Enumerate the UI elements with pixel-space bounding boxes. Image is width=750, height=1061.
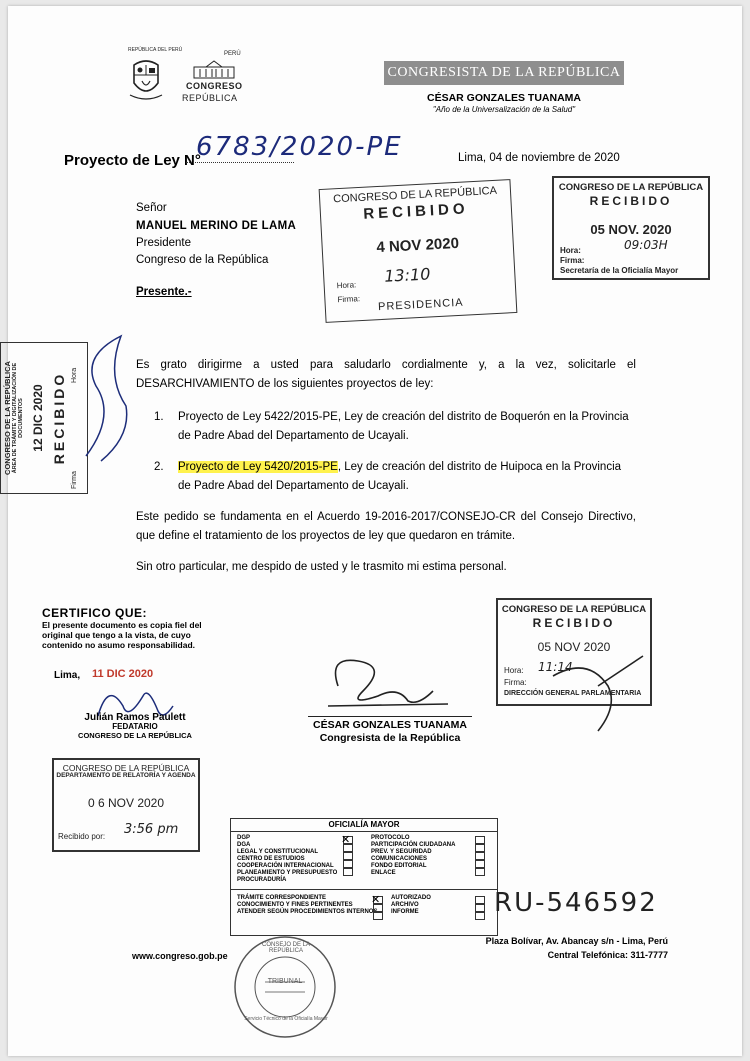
stamp-firma-label: Firma: [560,256,585,265]
signature-name: CÉSAR GONZALES TUANAMA [308,716,472,731]
list-item-number: 1. [154,411,164,423]
proyecto-label: Proyecto de Ley N° [64,152,201,169]
stamp-date: 12 DIC 2020 [31,384,45,452]
stamp-firma-label: Firma [71,471,78,489]
round-seal-inner: TRIBUNAL [267,978,303,985]
list-item-text: Proyecto de Ley 5422/2015-PE, Ley de creación del distrito de Boquerón en la Provincia de Padre Abad del Departamento de Ucayali. [178,411,629,442]
list-item-text [178,458,634,496]
om-checkbox [475,912,485,920]
stamp-recibido-value: 3:56 pm [124,822,179,837]
om-left-col [237,835,337,884]
body-basis: Este pedido se fundamenta en el Acuerdo 19-2016-2017/CONSEJO-CR del Consejo Directivo, que define el tratamiento de los proyectos de ley que quedaron en trámite. [136,511,636,542]
om-item: ARCHIVO [391,902,419,908]
logo-peru-text: PERÚ [224,51,241,57]
signature-role: Congresista de la República [319,732,461,744]
list-item-number: 2. [154,461,164,473]
stamp-date: 4 NOV 2020 [376,234,460,257]
om-item: ATENDER SEGÚN PROCEDIMIENTOS INTERNOS [237,909,378,915]
stamp-date: 05 NOV 2020 [537,640,611,654]
list-item-2 [154,458,636,498]
proyecto-handwritten-number: 6783/2020-PE [196,132,403,162]
stamp-hora-label: Hora [71,367,78,383]
body-closing: Sin otro particular, me despido de usted y le trasmito mi estima personal. [136,561,507,573]
stamp-recibido-label: Recibido por: [58,832,106,841]
recipient-role: Presidente [136,237,191,249]
om-item: PLANEAMIENTO Y PRESUPUESTO [237,870,338,876]
stamp-line1: CONGRESO DE LA REPÚBLICA [3,361,12,475]
om-item: PARTICIPACIÓN CIUDADANA [371,842,456,848]
om-item: PROCURADURÍA [237,877,287,883]
stamp-vertical [0,342,88,494]
certificado-block [42,606,222,650]
certificado-lima-date: 11 DIC 2020 [92,668,154,680]
certificado-lima-label: Lima, [54,670,81,681]
stamp-line2: RECIBIDO [532,616,616,630]
stamp-hora-label: Hora: [336,280,357,291]
om-item: DGP [237,835,251,841]
list-item-rest: , Ley de creación del distrito de Huipoca en la Provincia de Padre Abad del Departamento de Ucayali. [178,461,622,492]
om-checkbox [475,836,485,844]
om-item: CONOCIMIENTO Y FINES PERTINENTES [237,902,353,908]
stamp-oficialia [552,176,710,280]
om-item: FONDO EDITORIAL [371,863,427,869]
stamp-line1: CONGRESO DE LA REPÚBLICA [62,763,190,773]
header-band: CONGRESISTA DE LA REPÚBLICA [384,61,624,85]
om-item: CENTRO DE ESTUDIOS [237,856,305,862]
om-item: AUTORIZADO [391,895,431,901]
certificado-text: El presente documento es copia fiel del original que tengo a la vista, de cuyo contenido no asumo responsabilidad. [42,620,202,650]
om-item: ENLACE [371,870,396,876]
om-check-mark-icon: ✕ [371,894,381,906]
fedatario-name: Julián Ramos Paulett [84,712,186,723]
om-checkbox [343,860,353,868]
om-item: TRÁMITE CORRESPONDIENTE [237,895,327,901]
congress-building-icon [192,59,236,79]
proyecto-dotted-line [186,162,294,163]
om-check-mark-icon: ✕ [341,834,351,846]
coat-of-arms-icon [128,55,164,101]
om-checkbox [343,868,353,876]
stamp-hora-value: 11:14 [538,660,573,674]
om-checkbox [475,852,485,860]
oficialia-mayor-title: OFICIALÍA MAYOR [231,819,497,832]
om-item: LEGAL Y CONSTITUCIONAL [237,849,319,855]
stamp-hora-value: 09:03H [624,238,668,252]
recipient-institution: Congreso de la República [136,254,269,266]
list-item-1 [154,408,636,448]
recipient-salutation: Señor [136,202,167,214]
stamp-office: DIRECCIÓN GENERAL PARLAMENTARIA [504,690,642,697]
stamp-office: Secretaría de la Oficialía Mayor [560,266,679,275]
stamp-line2: RECIBIDO [589,194,673,208]
certificado-title: CERTIFICO QUE: [42,606,147,620]
header-congressman-name: CÉSAR GONZALES TUANAMA [427,92,581,104]
handwritten-code: RU-546592 [494,888,658,918]
logo-congreso-text: CONGRESO [186,81,243,91]
om-checkbox [475,844,485,852]
stamp-firma-label: Firma: [337,294,361,305]
om-checkbox [475,904,485,912]
om-checkbox [373,912,383,920]
stamp-line2: ÁREA DE TRÁMITE Y DIGITALIZACIÓN DE DOCUMENTOS [12,362,24,474]
body-intro: Es grato dirigirme a usted para saludarlo cordialmente y, a la vez, solicitarle el DESARCHIVAMIENTO de los siguientes proyectos de ley: [136,359,636,390]
stamp-line2: RECIBIDO [362,200,469,223]
oficialia-mayor-table [230,818,498,936]
stamp-date: 05 NOV. 2020 [590,222,672,237]
recipient-presente: Presente.- [136,286,192,298]
stamp-presidencia [319,179,518,323]
om-right-col2 [391,895,431,916]
round-seal-bottom: Servicio Técnico de la Oficialía Mayor [244,1016,328,1022]
om-divider [231,889,497,890]
om-item: DGA [237,842,251,848]
om-checkbox [343,852,353,860]
document-page [3,6,742,1056]
om-checkbox [475,896,485,904]
logo-republica-text: REPÚBLICA [182,93,238,103]
highlighted-text: Proyecto de Ley 5420/2015-PE [178,461,338,473]
congress-logo [128,47,248,111]
stamp-hora-label: Hora: [504,666,524,675]
footer-phone: Central Telefónica: 311-7777 [547,950,668,960]
stamp-line1: CONGRESO DE LA REPÚBLICA [501,604,647,615]
stamp-line1: CONGRESO DE LA REPÚBLICA [332,184,498,206]
stamp-date: 0 6 NOV 2020 [87,796,165,810]
stamp-hora-label: Hora: [560,246,581,255]
om-item: INFORME [391,909,419,915]
logo-small-text: REPÚBLICA DEL PERÚ [128,47,183,53]
stamp-line3: RECIBIDO [51,371,67,465]
om-left-col2 [237,895,377,916]
om-item: COMUNICACIONES [371,856,428,862]
congressman-signature-icon [308,646,458,716]
stamp-relatoria [52,758,200,852]
footer-web: www.congreso.gob.pe [132,951,228,961]
fedatario-role: FEDATARIO [112,722,158,731]
om-item: COOPERACIÓN INTERNACIONAL [237,863,334,869]
stamp-office: PRESIDENCIA [377,296,464,314]
signature-scribble-icon [76,326,136,466]
document-date: Lima, 04 de noviembre de 2020 [458,152,620,164]
fedatario-institution: CONGRESO DE LA REPÚBLICA [78,731,192,740]
parlamentaria-signature-icon [548,646,648,736]
om-right-col [371,835,455,877]
round-seal-text: CONSEJO DE LA REPÚBLICA [261,942,310,954]
om-item: PREV. Y SEGURIDAD [371,849,432,855]
footer-address: Plaza Bolívar, Av. Abancay s/n - Lima, Perú [485,936,668,946]
stamp-line1: CONGRESO DE LA REPÚBLICA [558,182,704,193]
om-item: PROTOCOLO [371,835,410,841]
om-checkbox [475,860,485,868]
stamp-hora-value: 13:10 [383,264,431,286]
header-motto: "Año de la Universalización de la Salud" [432,105,576,114]
om-checkbox [475,868,485,876]
stamp-line2: DEPARTAMENTO DE RELATORÍA Y AGENDA [56,772,196,779]
stamp-firma-label: Firma: [504,678,527,687]
recipient-name: MANUEL MERINO DE LAMA [136,220,297,232]
footer-address-block [478,934,668,962]
